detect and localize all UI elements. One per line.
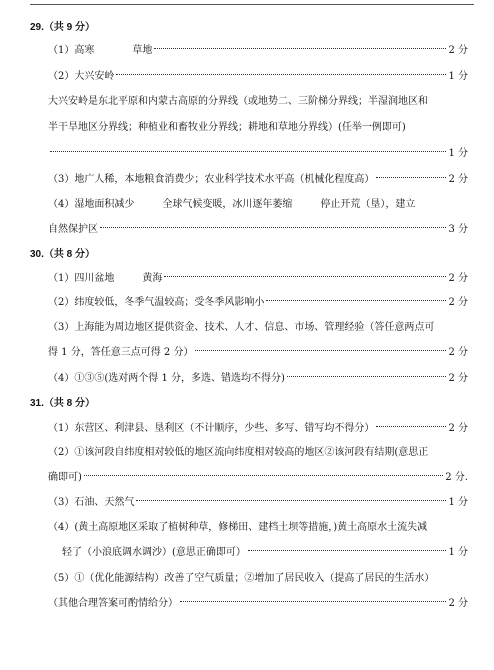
q31-5-score: 2 分 <box>448 598 468 609</box>
q31-item-5-cont <box>48 594 468 614</box>
q29-item-1 <box>48 41 468 61</box>
q30-item-3-cont <box>48 343 468 363</box>
q30-item-2 <box>48 293 468 313</box>
q30-2-text: （2）纬度较低，冬季气温较高；受冬季风影响小 <box>48 297 265 308</box>
q29-1-score: 2 分 <box>448 45 468 56</box>
q31-5-cont-text: （其他合理答案可酌情给分） <box>48 598 178 609</box>
q29-2-explain-line1: 大兴安岭是东北平原和内蒙古高原的分界线（或地势二、三阶梯分界线；半湿润地区和 <box>48 96 428 107</box>
q29-3-text: （3）地广人稀，本地粮食消费少；农业科学技术水平高（机械化程度高） <box>48 174 375 185</box>
q30-4-text: （4）①③⑤(选对两个得 1 分，多选、错选均不得分) <box>48 373 285 384</box>
leader-dots <box>154 48 446 49</box>
q31-2-cont-text: 确即可) <box>48 472 82 483</box>
leader-dots <box>84 475 443 476</box>
q29-header: 29.（共 9 分） <box>30 22 96 33</box>
leader-dots <box>195 350 446 351</box>
q30-item-1 <box>48 269 468 289</box>
q29-item-3 <box>48 170 468 190</box>
leader-dots <box>100 227 446 228</box>
q30-header: 30.（共 8 分） <box>30 249 96 260</box>
q29-4-score: 3 分 <box>448 224 468 235</box>
q31-item-5: （5）①（优化能源结构）改善了空气质量；②增加了居民收入（提高了居民的生活水） <box>48 573 435 584</box>
q29-4-c: 停止开荒（垦），建立 <box>320 199 416 210</box>
q29-3-score: 2 分 <box>448 174 468 185</box>
leader-dots <box>376 426 446 427</box>
q29-2-text: （2）大兴安岭 <box>48 71 115 82</box>
leader-dots <box>164 276 446 277</box>
leader-dots <box>266 300 446 301</box>
q29-1-a: （1）高寒 <box>48 45 95 56</box>
q31-2-score: 2 分. <box>445 472 468 483</box>
q31-1-score: 2 分 <box>448 423 468 434</box>
q29-4-a: （4）湿地面积减少 <box>48 199 135 210</box>
leader-dots <box>50 151 446 152</box>
q31-item-2-cont <box>48 468 468 488</box>
q31-4-cont-text: 轻了（小浪底调水调沙）(意思正确即可） <box>62 547 246 558</box>
q30-1-b: 黄海 <box>142 273 163 284</box>
q31-item-4-cont <box>62 543 468 563</box>
leader-dots <box>287 376 447 377</box>
q29-4-cont-text: 自然保护区 <box>48 224 98 235</box>
q30-1-score: 2 分 <box>448 273 468 284</box>
top-divider <box>30 4 474 5</box>
leader-dots <box>116 74 446 75</box>
q29-item-4-cont <box>48 220 468 240</box>
q29-2-explain-line2: 半干旱地区分界线；种植业和畜牧业分界线；耕地和草地分界线）(任举一例即可) <box>48 122 406 133</box>
q30-1-a: （1）四川盆地 <box>48 273 115 284</box>
q31-3-score: 1 分 <box>448 497 468 508</box>
q29-item-2 <box>48 67 468 87</box>
q29-4-b: 全球气候变暖，冰川逐年萎缩 <box>162 199 293 210</box>
q29-2-score-line <box>48 144 468 164</box>
q31-1-text: （1）东营区、利津县、垦利区（不计顺序，少些、多写、错写均不得分） <box>48 423 375 434</box>
q31-item-1 <box>48 419 468 439</box>
q29-2-score: 1 分 <box>448 71 468 82</box>
leader-dots <box>248 550 447 551</box>
q31-item-3 <box>48 493 468 513</box>
q31-4-score: 1 分 <box>448 547 468 558</box>
q30-2-score: 2 分 <box>448 297 468 308</box>
q29-item-4 <box>48 195 494 215</box>
q30-3-cont-text: 得 1 分，答任意三点可得 2 分） <box>48 347 194 358</box>
q31-header: 31.（共 8 分） <box>30 398 96 409</box>
q30-4-score: 2 分 <box>448 373 468 384</box>
q30-item-4 <box>48 369 468 389</box>
leader-dots <box>376 177 446 178</box>
q29-2b-score: 1 分 <box>448 148 468 159</box>
q31-3-text: （3）石油、天然气 <box>48 497 135 508</box>
q30-3-score: 2 分 <box>448 347 468 358</box>
leader-dots <box>136 500 446 501</box>
q31-item-4: （4）(黄土高原地区采取了植树种草，修梯田、建档土坝等措施，)黄土高原水土流失减 <box>48 522 428 533</box>
q29-1-b: 草地 <box>132 45 153 56</box>
q31-item-2: （2）①该河段自纬度相对较低的地区流向纬度相对较高的地区②该河段有结期(意思正 <box>48 447 429 458</box>
leader-dots <box>180 601 446 602</box>
q30-item-3: （3）上海能为周边地区提供资金、技术、人才、信息、市场、管理经验（答任意两点可 <box>48 322 435 333</box>
